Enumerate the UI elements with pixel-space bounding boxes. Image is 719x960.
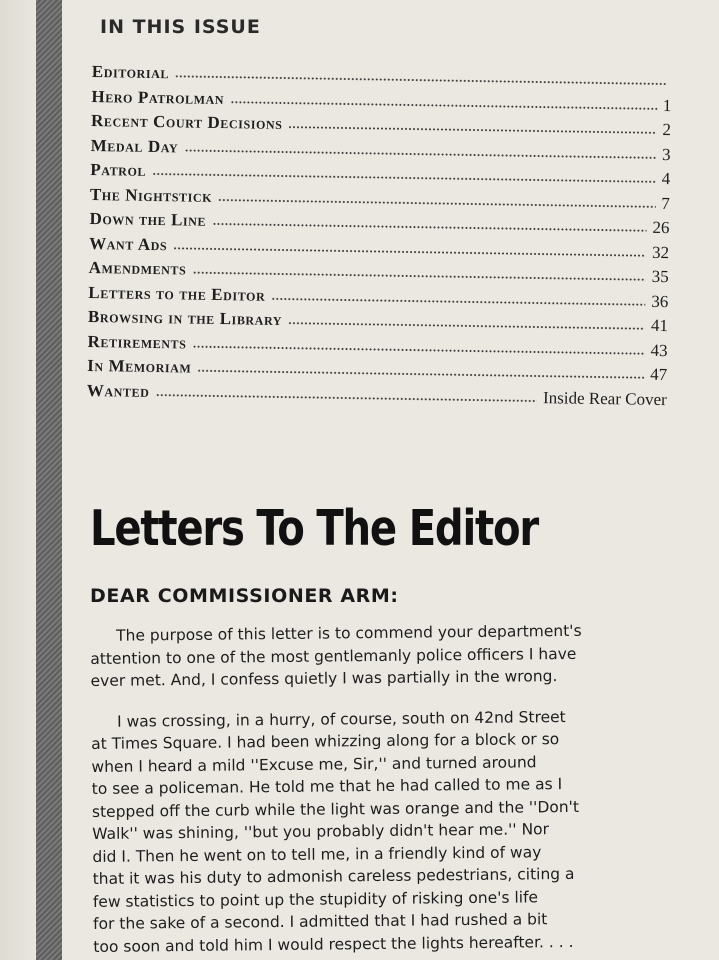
letter-line: I was crossing, in a hurry, of course, south on 42nd Street [116,707,566,731]
toc-entry[interactable]: Want Ads 32 [89,233,670,262]
letter-line: few statistics to point up the stupidity of risking one's life [92,887,539,911]
toc-entry[interactable]: Patrol 4 [90,159,671,189]
toc-heading: IN THIS ISSUE [100,16,261,38]
letter-line: stepped off the curb while the light was orange and the ''Don't [91,797,580,821]
toc-entry[interactable]: Letters to the Editor 36 [88,282,669,311]
toc-entry[interactable]: The Nightstick 7 [89,184,671,213]
letter-body [90,619,653,958]
toc-entry[interactable]: Retirements 43 [87,331,668,360]
page-margin [0,0,36,960]
letter-line: attention to one of the most gentlemanly police officers I have [90,644,577,668]
table-of-contents [87,62,672,414]
letter-line: did I. Then he went on to tell me, in a friendly kind of way [92,842,542,866]
toc-entry[interactable]: Recent Court Decisions 2 [90,110,672,140]
toc-entry[interactable]: In Memoriam 47 [87,355,668,385]
letter-line: Walk'' was shining, ''but you probably didn't hear me.'' Nor [92,820,550,843]
letter-line: for the sake of a second. I admitted that I had rushed a bit [93,910,548,933]
toc-entry[interactable]: Down the Line 26 [89,208,670,238]
letter-line: when I heard a mild ''Excuse me, Sir,'' and turned around [91,752,537,776]
letter-line: The purpose of this letter is to commend your department's [116,621,582,645]
letter-line: ever met. And, I confess quietly I was partially in the wrong. [90,667,558,690]
toc-entry[interactable]: Amendments 35 [88,257,669,287]
article-headline: Letters To The Editor [90,500,538,557]
letter-line: to see a policeman. He told me that he had called to me as I [91,775,563,798]
letter-line: that it was his duty to admonish careless pedestrians, citing a [92,864,575,888]
toc-entry[interactable]: Editorial [92,62,672,96]
letter-salutation: DEAR COMMISSIONER ARM: [90,585,399,607]
letter-line: too soon and told him I would respect the lights hereafter. . . . [93,932,574,956]
hatched-side-bar [36,0,62,960]
letter-line: at Times Square. I had been whizzing along for a block or so [91,730,560,753]
toc-entry[interactable]: Wanted Inside Rear Cover [86,380,667,409]
toc-entry[interactable]: Medal Day 3 [90,135,671,164]
toc-entry[interactable]: Hero Patrolman 1 [91,86,672,115]
toc-entry[interactable]: Browsing in the Library 41 [87,306,669,336]
